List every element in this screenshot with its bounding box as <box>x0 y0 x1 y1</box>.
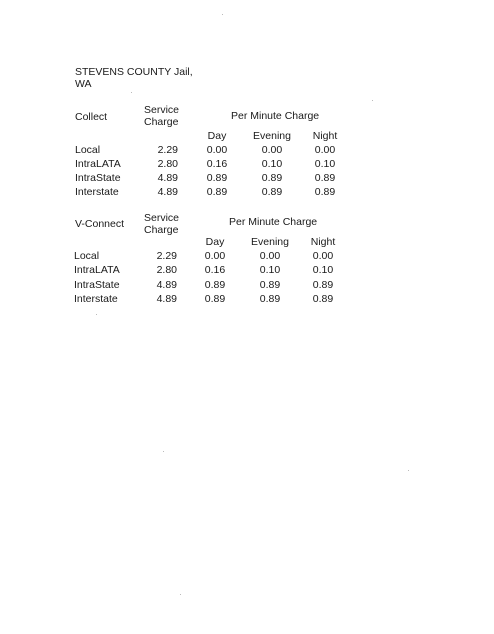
scan-speck <box>96 314 97 315</box>
day-value: 0.00 <box>206 144 228 156</box>
row-label: Local <box>75 144 101 156</box>
row-label: IntraState <box>74 279 120 291</box>
column-night: Night <box>312 130 338 142</box>
scan-speck <box>163 451 164 452</box>
day-value: 0.89 <box>206 172 228 184</box>
night-value: 0.89 <box>314 186 336 198</box>
scan-speck <box>408 470 409 471</box>
day-value: 0.00 <box>204 250 226 262</box>
service-value: 4.89 <box>156 293 177 305</box>
day-value: 0.16 <box>206 158 228 170</box>
night-value: 0.89 <box>312 293 334 305</box>
row-label: Local <box>74 250 100 262</box>
service-value: 4.89 <box>157 172 178 184</box>
scan-speck <box>222 14 223 15</box>
row-label: Interstate <box>75 186 119 198</box>
night-value: 0.89 <box>314 172 336 184</box>
evening-value: 0.00 <box>261 144 283 156</box>
night-value: 0.10 <box>312 264 334 276</box>
document-title-line2: WA <box>75 78 92 90</box>
column-day: Day <box>205 236 225 248</box>
scan-speck <box>131 92 132 93</box>
evening-value: 0.89 <box>259 279 281 291</box>
service-charge-header-line2: Charge <box>144 224 179 236</box>
day-value: 0.89 <box>206 186 228 198</box>
table-name: V-Connect <box>75 218 125 230</box>
night-value: 0.00 <box>312 250 334 262</box>
column-evening: Evening <box>253 130 291 142</box>
evening-value: 0.89 <box>259 293 281 305</box>
day-value: 0.89 <box>204 293 226 305</box>
row-label: IntraLATA <box>74 264 120 276</box>
service-charge-header-line1: Service <box>144 212 180 224</box>
row-label: IntraState <box>75 172 121 184</box>
table-name: Collect <box>75 111 108 123</box>
service-charge-header-line2: Charge <box>144 116 179 128</box>
day-value: 0.16 <box>204 264 226 276</box>
evening-value: 0.89 <box>261 172 283 184</box>
night-value: 0.00 <box>314 144 336 156</box>
column-day: Day <box>207 130 227 142</box>
service-value: 2.80 <box>156 264 177 276</box>
scan-speck <box>372 100 373 101</box>
column-evening: Evening <box>251 236 289 248</box>
evening-value: 0.10 <box>259 264 281 276</box>
night-value: 0.89 <box>312 279 334 291</box>
evening-value: 0.89 <box>261 186 283 198</box>
row-label: IntraLATA <box>75 158 121 170</box>
service-value: 2.80 <box>157 158 178 170</box>
service-value: 2.29 <box>157 144 178 156</box>
per-minute-charge-header: Per Minute Charge <box>229 216 318 228</box>
scan-speck <box>180 594 181 595</box>
day-value: 0.89 <box>204 279 226 291</box>
service-value: 4.89 <box>157 186 178 198</box>
service-charge-header-line1: Service <box>144 104 180 116</box>
evening-value: 0.00 <box>259 250 281 262</box>
night-value: 0.10 <box>314 158 336 170</box>
row-label: Interstate <box>74 293 118 305</box>
per-minute-charge-header: Per Minute Charge <box>231 110 320 122</box>
document-title-line1: STEVENS COUNTY Jail, <box>75 66 193 78</box>
column-night: Night <box>310 236 336 248</box>
evening-value: 0.10 <box>261 158 283 170</box>
service-value: 4.89 <box>156 279 177 291</box>
service-value: 2.29 <box>156 250 177 262</box>
